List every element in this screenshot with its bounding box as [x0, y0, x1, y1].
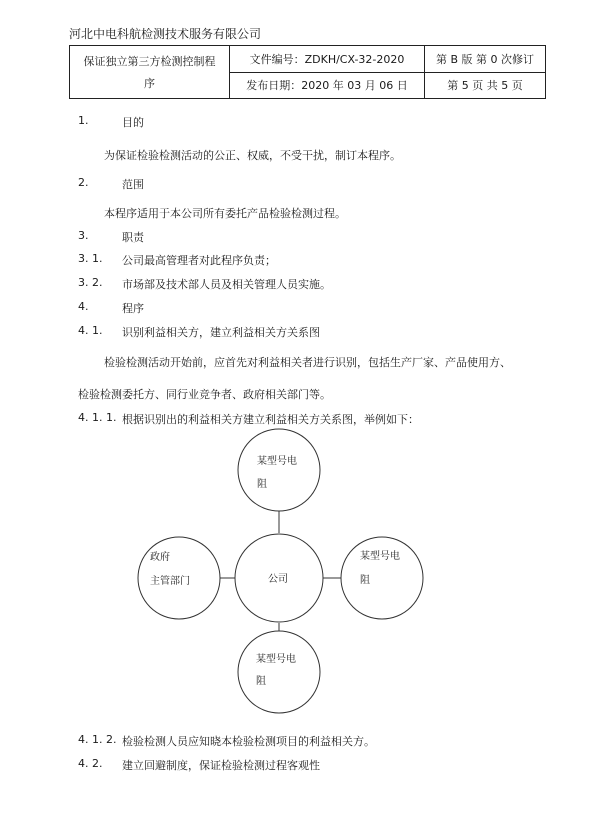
node-bottom-label-1: 某型号电	[256, 654, 296, 665]
node-center-label: 公司	[268, 574, 288, 585]
company-name: 河北中电科航检测技术服务有限公司	[69, 27, 262, 41]
section-3-number: 3.	[78, 229, 89, 242]
section-1-text: 为保证检验检测活动的公正、权威，不受干扰，制订本程序。	[104, 149, 401, 162]
paragraph-line-2: 检验检测委托方、同行业竞争者、政府相关部门等。	[78, 388, 331, 401]
section-3-title: 职责	[122, 231, 144, 244]
section-2-text: 本程序适用于本公司所有委托产品检验检测过程。	[104, 207, 346, 220]
section-3-2-text: 市场部及技术部人员及相关管理人员实施。	[122, 278, 331, 291]
section-4-2-number: 4. 2.	[78, 757, 103, 770]
node-top-circle	[238, 429, 320, 511]
node-right-circle	[341, 537, 423, 619]
section-1-title: 目的	[122, 116, 144, 129]
page-number: 第 5 页 共 5 页	[425, 72, 546, 99]
section-1-number: 1.	[78, 114, 89, 127]
node-bottom-label-2: 阻	[256, 676, 266, 687]
version-info: 第 B 版 第 0 次修订	[425, 46, 546, 73]
section-4-1-2-text: 检验检测人员应知晓本检验检测项目的利益相关方。	[122, 735, 375, 748]
node-left-label-1: 政府	[150, 552, 170, 563]
node-bottom-circle	[238, 631, 320, 713]
node-top-label-1: 某型号电	[257, 456, 297, 467]
publish-date: 发布日期：2020 年 03 月 06 日	[230, 72, 425, 99]
section-4-1-2-number: 4. 1. 2.	[78, 733, 117, 746]
section-4-number: 4.	[78, 300, 89, 313]
section-4-title: 程序	[122, 302, 144, 315]
paragraph-line-1: 检验检测活动开始前，应首先对利益相关者进行识别，包括生产厂家、产品使用方、	[104, 356, 511, 369]
section-3-1-number: 3. 1.	[78, 252, 103, 265]
section-4-1-number: 4. 1.	[78, 324, 103, 337]
file-number: 文件编号：ZDKH/CX-32-2020	[230, 46, 425, 73]
node-top-label-2: 阻	[257, 479, 267, 490]
document-title-line1: 保证独立第三方检测控制程	[83, 55, 216, 68]
document-title-line2: 序	[144, 77, 155, 90]
section-4-2-text: 建立回避制度，保证检验检测过程客观性	[122, 759, 320, 772]
node-right-label-1: 某型号电	[360, 551, 400, 562]
section-4-1-1-text: 根据识别出的利益相关方建立利益相关方关系图，举例如下：	[122, 413, 419, 426]
node-right-label-2: 阻	[360, 575, 370, 586]
section-4-1-text: 识别利益相关方，建立利益相关方关系图	[122, 326, 320, 339]
section-2-number: 2.	[78, 176, 89, 189]
section-2-title: 范围	[122, 178, 144, 191]
section-4-1-1-number: 4. 1. 1.	[78, 411, 117, 424]
section-3-1-text: 公司最高管理者对此程序负责；	[122, 254, 276, 267]
node-left-label-2: 主管部门	[150, 576, 190, 587]
section-3-2-number: 3. 2.	[78, 276, 103, 289]
